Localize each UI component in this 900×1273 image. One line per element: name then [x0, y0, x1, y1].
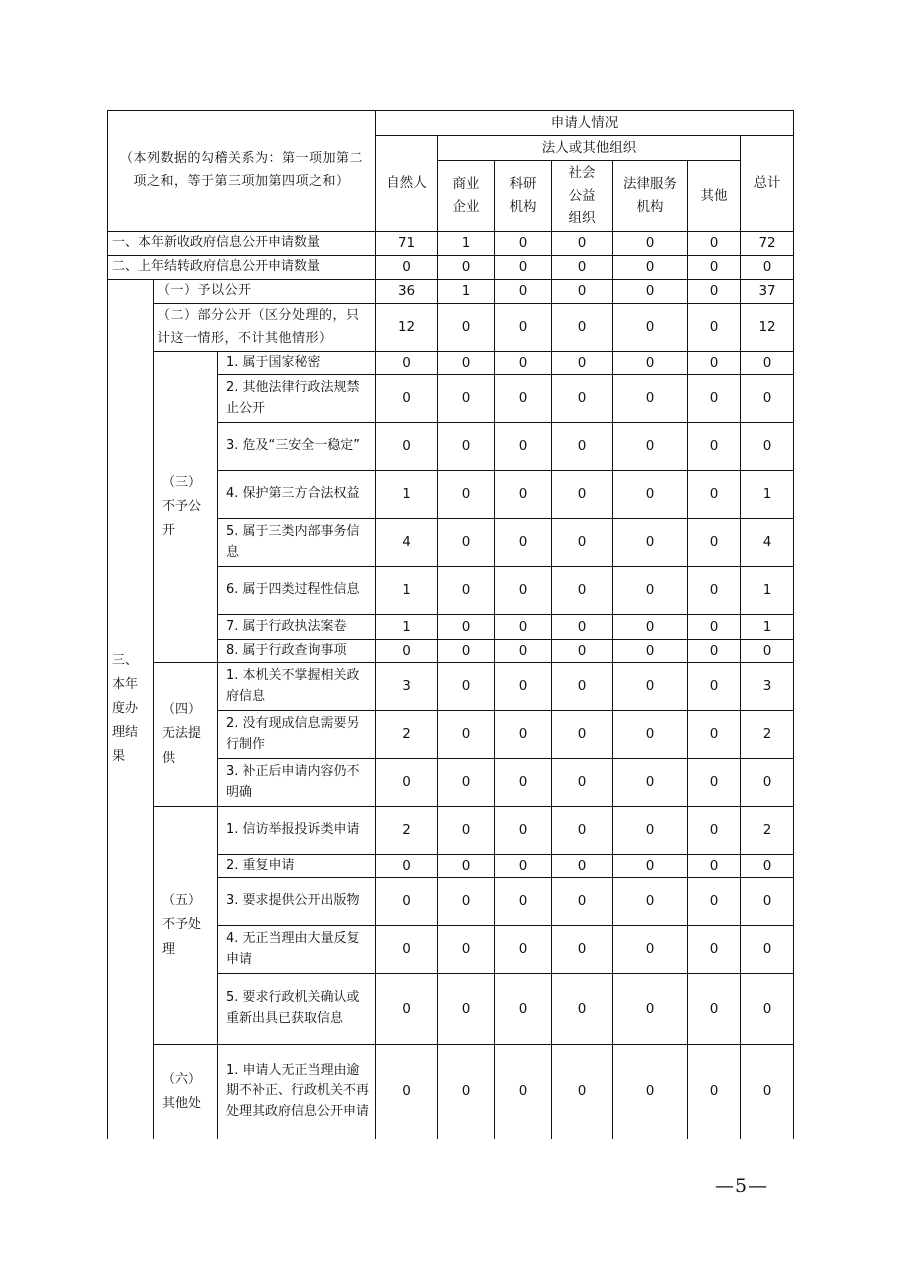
value-cell: 0	[495, 304, 552, 352]
value-cell: 0	[495, 878, 552, 926]
value-cell: 0	[741, 256, 794, 280]
value-cell: 0	[376, 759, 438, 807]
item-label: 1. 申请人无正当理由逾期不补正、行政机关不再处理其政府信息公开申请	[218, 1045, 376, 1139]
header-note: （本列数据的勾稽关系为：第一项加第二项之和，等于第三项加第四项之和）	[108, 111, 376, 232]
value-cell: 0	[741, 878, 794, 926]
value-cell: 0	[688, 232, 741, 256]
value-cell: 0	[438, 807, 495, 855]
header-applicant-situation: 申请人情况	[376, 111, 794, 136]
value-cell: 0	[376, 974, 438, 1045]
value-cell: 0	[688, 711, 741, 759]
value-cell: 4	[376, 519, 438, 567]
value-cell: 0	[495, 375, 552, 423]
table-row	[108, 304, 794, 352]
value-cell: 0	[552, 640, 613, 663]
value-cell: 0	[613, 759, 688, 807]
value-cell: 0	[438, 663, 495, 711]
value-cell: 0	[552, 471, 613, 519]
item-label: 5. 要求行政机关确认或重新出具已获取信息	[218, 974, 376, 1045]
value-cell: 0	[741, 1045, 794, 1139]
table-row	[108, 280, 794, 304]
value-cell: 0	[438, 615, 495, 640]
value-cell: 0	[741, 640, 794, 663]
value-cell: 0	[552, 1045, 613, 1139]
value-cell: 0	[376, 256, 438, 280]
value-cell: 0	[613, 1045, 688, 1139]
value-cell: 0	[552, 280, 613, 304]
value-cell: 0	[552, 256, 613, 280]
item-label: 3. 危及“三安全一稳定”	[218, 423, 376, 471]
value-cell: 0	[552, 352, 613, 375]
item-label: 1. 信访举报投诉类申请	[218, 807, 376, 855]
value-cell: 0	[613, 878, 688, 926]
value-cell: 3	[376, 663, 438, 711]
group-label-noprocess: （五）不予处理	[154, 807, 218, 1045]
value-cell: 0	[552, 567, 613, 615]
value-cell: 0	[495, 615, 552, 640]
header-total: 总计	[741, 136, 794, 232]
value-cell: 0	[552, 855, 613, 878]
value-cell: 0	[552, 304, 613, 352]
value-cell: 37	[741, 280, 794, 304]
item-label: 2. 其他法律行政法规禁止公开	[218, 375, 376, 423]
value-cell: 0	[495, 519, 552, 567]
header-research: 科研机构	[495, 161, 552, 232]
value-cell: 0	[495, 471, 552, 519]
value-cell: 2	[741, 711, 794, 759]
value-cell: 0	[376, 352, 438, 375]
table-row	[108, 352, 794, 375]
item-label: 8. 属于行政查询事项	[218, 640, 376, 663]
value-cell: 0	[613, 519, 688, 567]
table-row	[108, 1045, 794, 1139]
value-cell: 0	[688, 807, 741, 855]
value-cell: 12	[741, 304, 794, 352]
value-cell: 0	[495, 807, 552, 855]
value-cell: 0	[438, 423, 495, 471]
value-cell: 0	[438, 926, 495, 974]
value-cell: 0	[552, 663, 613, 711]
value-cell: 0	[741, 759, 794, 807]
value-cell: 0	[495, 640, 552, 663]
value-cell: 0	[552, 878, 613, 926]
value-cell: 0	[613, 423, 688, 471]
item-label: 3. 要求提供公开出版物	[218, 878, 376, 926]
item-label: 2. 没有现成信息需要另行制作	[218, 711, 376, 759]
value-cell: 0	[438, 711, 495, 759]
value-cell: 1	[741, 615, 794, 640]
value-cell: 0	[495, 1045, 552, 1139]
value-cell: 0	[613, 640, 688, 663]
item-label: 1. 本机关不掌握相关政府信息	[218, 663, 376, 711]
value-cell: 0	[741, 375, 794, 423]
header-commercial: 商业企业	[438, 161, 495, 232]
value-cell: 0	[613, 855, 688, 878]
value-cell: 1	[376, 615, 438, 640]
value-cell: 0	[688, 974, 741, 1045]
value-cell: 0	[688, 878, 741, 926]
value-cell: 0	[376, 878, 438, 926]
value-cell: 2	[741, 807, 794, 855]
value-cell: 0	[438, 855, 495, 878]
item-label: 1. 属于国家秘密	[218, 352, 376, 375]
value-cell: 0	[495, 567, 552, 615]
value-cell: 0	[495, 280, 552, 304]
value-cell: 1	[438, 232, 495, 256]
value-cell: 0	[688, 471, 741, 519]
table-row	[108, 807, 794, 855]
group-label-other_proc: （六）其他处	[154, 1045, 218, 1139]
row-label-open: （一）予以公开	[154, 280, 376, 304]
value-cell: 0	[688, 375, 741, 423]
value-cell: 0	[741, 974, 794, 1045]
value-cell: 0	[688, 1045, 741, 1139]
value-cell: 0	[741, 352, 794, 375]
value-cell: 0	[613, 974, 688, 1045]
value-cell: 71	[376, 232, 438, 256]
value-cell: 36	[376, 280, 438, 304]
value-cell: 0	[376, 375, 438, 423]
value-cell: 0	[688, 640, 741, 663]
table-row	[108, 232, 794, 256]
group-label-cannot: （四）无法提供	[154, 663, 218, 807]
value-cell: 0	[438, 256, 495, 280]
value-cell: 0	[552, 974, 613, 1045]
value-cell: 0	[376, 926, 438, 974]
value-cell: 0	[495, 352, 552, 375]
value-cell: 0	[376, 640, 438, 663]
header-legal-persons-group: 法人或其他组织	[438, 136, 741, 161]
value-cell: 1	[376, 567, 438, 615]
value-cell: 0	[613, 352, 688, 375]
value-cell: 0	[688, 855, 741, 878]
item-label: 3. 补正后申请内容仍不明确	[218, 759, 376, 807]
value-cell: 0	[438, 640, 495, 663]
header-legal-service: 法律服务机构	[613, 161, 688, 232]
value-cell: 0	[438, 352, 495, 375]
value-cell: 0	[552, 926, 613, 974]
value-cell: 1	[741, 567, 794, 615]
table-row	[108, 663, 794, 711]
value-cell: 0	[688, 567, 741, 615]
value-cell: 0	[376, 423, 438, 471]
value-cell: 0	[741, 423, 794, 471]
value-cell: 0	[613, 232, 688, 256]
item-label: 5. 属于三类内部事务信息	[218, 519, 376, 567]
value-cell: 0	[613, 926, 688, 974]
value-cell: 0	[613, 304, 688, 352]
value-cell: 0	[438, 519, 495, 567]
value-cell: 0	[613, 663, 688, 711]
value-cell: 0	[495, 855, 552, 878]
row-label-carried-over: 二、上年结转政府信息公开申请数量	[108, 256, 376, 280]
header-other: 其他	[688, 161, 741, 232]
value-cell: 0	[438, 878, 495, 926]
statistics-table	[107, 110, 794, 1139]
value-cell: 1	[438, 280, 495, 304]
value-cell: 0	[376, 1045, 438, 1139]
value-cell: 0	[688, 352, 741, 375]
value-cell: 0	[688, 663, 741, 711]
value-cell: 72	[741, 232, 794, 256]
group-label-notopen: （三）不予公开	[154, 352, 218, 663]
value-cell: 0	[613, 711, 688, 759]
value-cell: 0	[552, 232, 613, 256]
value-cell: 0	[552, 423, 613, 471]
header-social-welfare: 社会公益组织	[552, 161, 613, 232]
value-cell: 0	[613, 567, 688, 615]
value-cell: 0	[495, 423, 552, 471]
value-cell: 0	[552, 807, 613, 855]
value-cell: 0	[438, 1045, 495, 1139]
value-cell: 0	[438, 974, 495, 1045]
value-cell: 0	[688, 519, 741, 567]
value-cell: 0	[376, 855, 438, 878]
value-cell: 12	[376, 304, 438, 352]
value-cell: 0	[688, 615, 741, 640]
value-cell: 0	[495, 926, 552, 974]
item-label: 6. 属于四类过程性信息	[218, 567, 376, 615]
item-label: 7. 属于行政执法案卷	[218, 615, 376, 640]
value-cell: 0	[552, 759, 613, 807]
value-cell: 0	[613, 375, 688, 423]
value-cell: 0	[741, 855, 794, 878]
value-cell: 0	[552, 519, 613, 567]
value-cell: 0	[613, 471, 688, 519]
value-cell: 0	[552, 615, 613, 640]
item-label: 4. 保护第三方合法权益	[218, 471, 376, 519]
value-cell: 0	[495, 256, 552, 280]
value-cell: 0	[613, 615, 688, 640]
item-label: 2. 重复申请	[218, 855, 376, 878]
value-cell: 0	[688, 926, 741, 974]
value-cell: 0	[495, 759, 552, 807]
value-cell: 0	[495, 711, 552, 759]
value-cell: 0	[438, 567, 495, 615]
section-label-results: 三、本年度办理结果	[108, 280, 154, 1139]
page-number: —5—	[715, 1175, 769, 1197]
value-cell: 0	[613, 256, 688, 280]
row-label-partial: （二）部分公开（区分处理的，只计这一情形，不计其他情形）	[154, 304, 376, 352]
value-cell: 0	[438, 471, 495, 519]
value-cell: 0	[495, 663, 552, 711]
value-cell: 3	[741, 663, 794, 711]
row-label-new-requests: 一、本年新收政府信息公开申请数量	[108, 232, 376, 256]
value-cell: 0	[688, 423, 741, 471]
value-cell: 0	[438, 759, 495, 807]
value-cell: 1	[376, 471, 438, 519]
value-cell: 0	[613, 807, 688, 855]
header-natural-person: 自然人	[376, 136, 438, 232]
value-cell: 0	[495, 232, 552, 256]
value-cell: 0	[688, 304, 741, 352]
value-cell: 0	[688, 759, 741, 807]
value-cell: 0	[688, 280, 741, 304]
value-cell: 2	[376, 711, 438, 759]
table-row	[108, 256, 794, 280]
value-cell: 0	[438, 304, 495, 352]
value-cell: 0	[741, 926, 794, 974]
item-label: 4. 无正当理由大量反复申请	[218, 926, 376, 974]
value-cell: 4	[741, 519, 794, 567]
value-cell: 1	[741, 471, 794, 519]
value-cell: 0	[688, 256, 741, 280]
value-cell: 0	[495, 974, 552, 1045]
value-cell: 0	[613, 280, 688, 304]
value-cell: 0	[552, 375, 613, 423]
value-cell: 0	[438, 375, 495, 423]
value-cell: 0	[552, 711, 613, 759]
value-cell: 2	[376, 807, 438, 855]
